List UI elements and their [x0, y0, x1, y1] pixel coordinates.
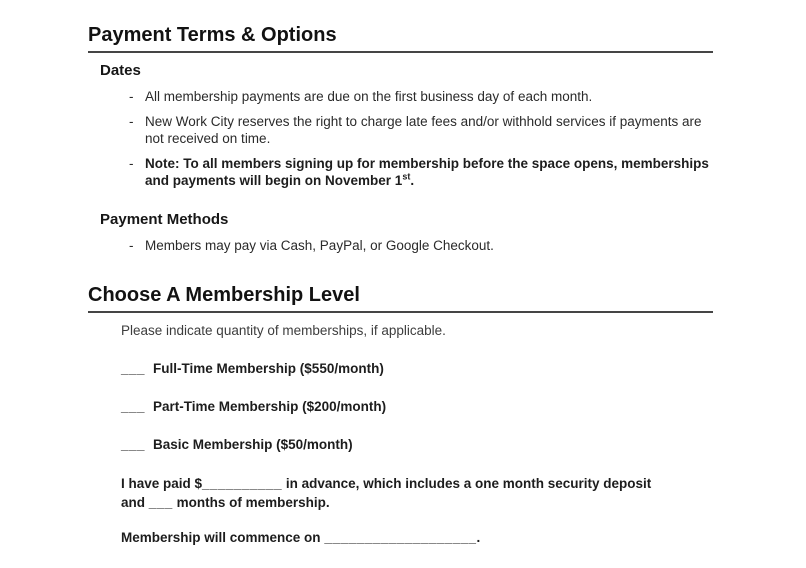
quantity-blank-field[interactable]: ___	[121, 399, 146, 414]
document-content	[88, 24, 713, 546]
date-blank-field[interactable]: ___________________	[324, 530, 477, 545]
note-bullet-text	[145, 155, 713, 189]
membership-option-fulltime	[121, 360, 713, 377]
section-membership-level	[88, 284, 713, 546]
amount-blank-field[interactable]: __________	[202, 476, 283, 491]
bullet-dash-icon: -	[129, 89, 134, 104]
membership-option-label: Basic Membership ($50/month)	[153, 437, 353, 452]
dates-bullet-list	[100, 88, 713, 189]
quantity-blank-field[interactable]: ___	[121, 361, 146, 376]
bullet-text: All membership payments are due on the first business day of each month.	[145, 89, 593, 104]
subsection-heading-payment-methods: Payment Methods	[100, 211, 229, 228]
subsection-heading-dates: Dates	[100, 62, 141, 79]
membership-option-label: Full-Time Membership ($550/month)	[153, 361, 384, 376]
paid-statement	[121, 474, 691, 512]
bullet-item	[129, 113, 713, 147]
bullet-text: Members may pay via Cash, PayPal, or Google Checkout.	[145, 238, 494, 253]
paid-text-pre: I have paid $	[121, 476, 203, 491]
membership-intro-text: Please indicate quantity of memberships, if applicable.	[121, 323, 446, 338]
months-blank-field[interactable]: ___	[148, 495, 173, 510]
payment-methods-bullet-list	[100, 237, 713, 254]
bullet-item-note	[129, 155, 713, 189]
commencement-statement	[121, 529, 713, 546]
section-title-membership-level: Choose A Membership Level	[88, 284, 713, 313]
section-payment-terms	[88, 24, 713, 254]
ordinal-superscript: st	[402, 171, 411, 182]
membership-option-label: Part-Time Membership ($200/month)	[153, 399, 387, 414]
membership-form-body	[121, 322, 713, 546]
membership-option-basic	[121, 436, 713, 453]
commence-text-period: .	[476, 530, 481, 545]
subsection-dates	[100, 62, 713, 254]
paid-text-mid: in advance, which includes a one month security deposit	[285, 476, 652, 491]
bullet-dash-icon: -	[129, 114, 134, 129]
note-text-period: .	[410, 173, 415, 188]
bullet-item	[129, 88, 713, 105]
section-title-payment-terms: Payment Terms & Options	[88, 24, 713, 53]
membership-option-parttime	[121, 398, 713, 415]
bullet-text: New Work City reserves the right to charge late fees and/or withhold services if payments are not received on time.	[145, 114, 702, 146]
paid-text-and: and	[121, 495, 146, 510]
note-text-main: Note: To all members signing up for membership before the space opens, memberships and payments will begin on November 1	[145, 156, 709, 188]
bullet-dash-icon: -	[129, 156, 134, 171]
quantity-blank-field[interactable]: ___	[121, 437, 146, 452]
bullet-item	[129, 237, 713, 254]
commence-text-pre: Membership will commence on	[121, 530, 321, 545]
bullet-dash-icon: -	[129, 238, 134, 253]
paid-text-end: months of membership.	[176, 495, 330, 510]
